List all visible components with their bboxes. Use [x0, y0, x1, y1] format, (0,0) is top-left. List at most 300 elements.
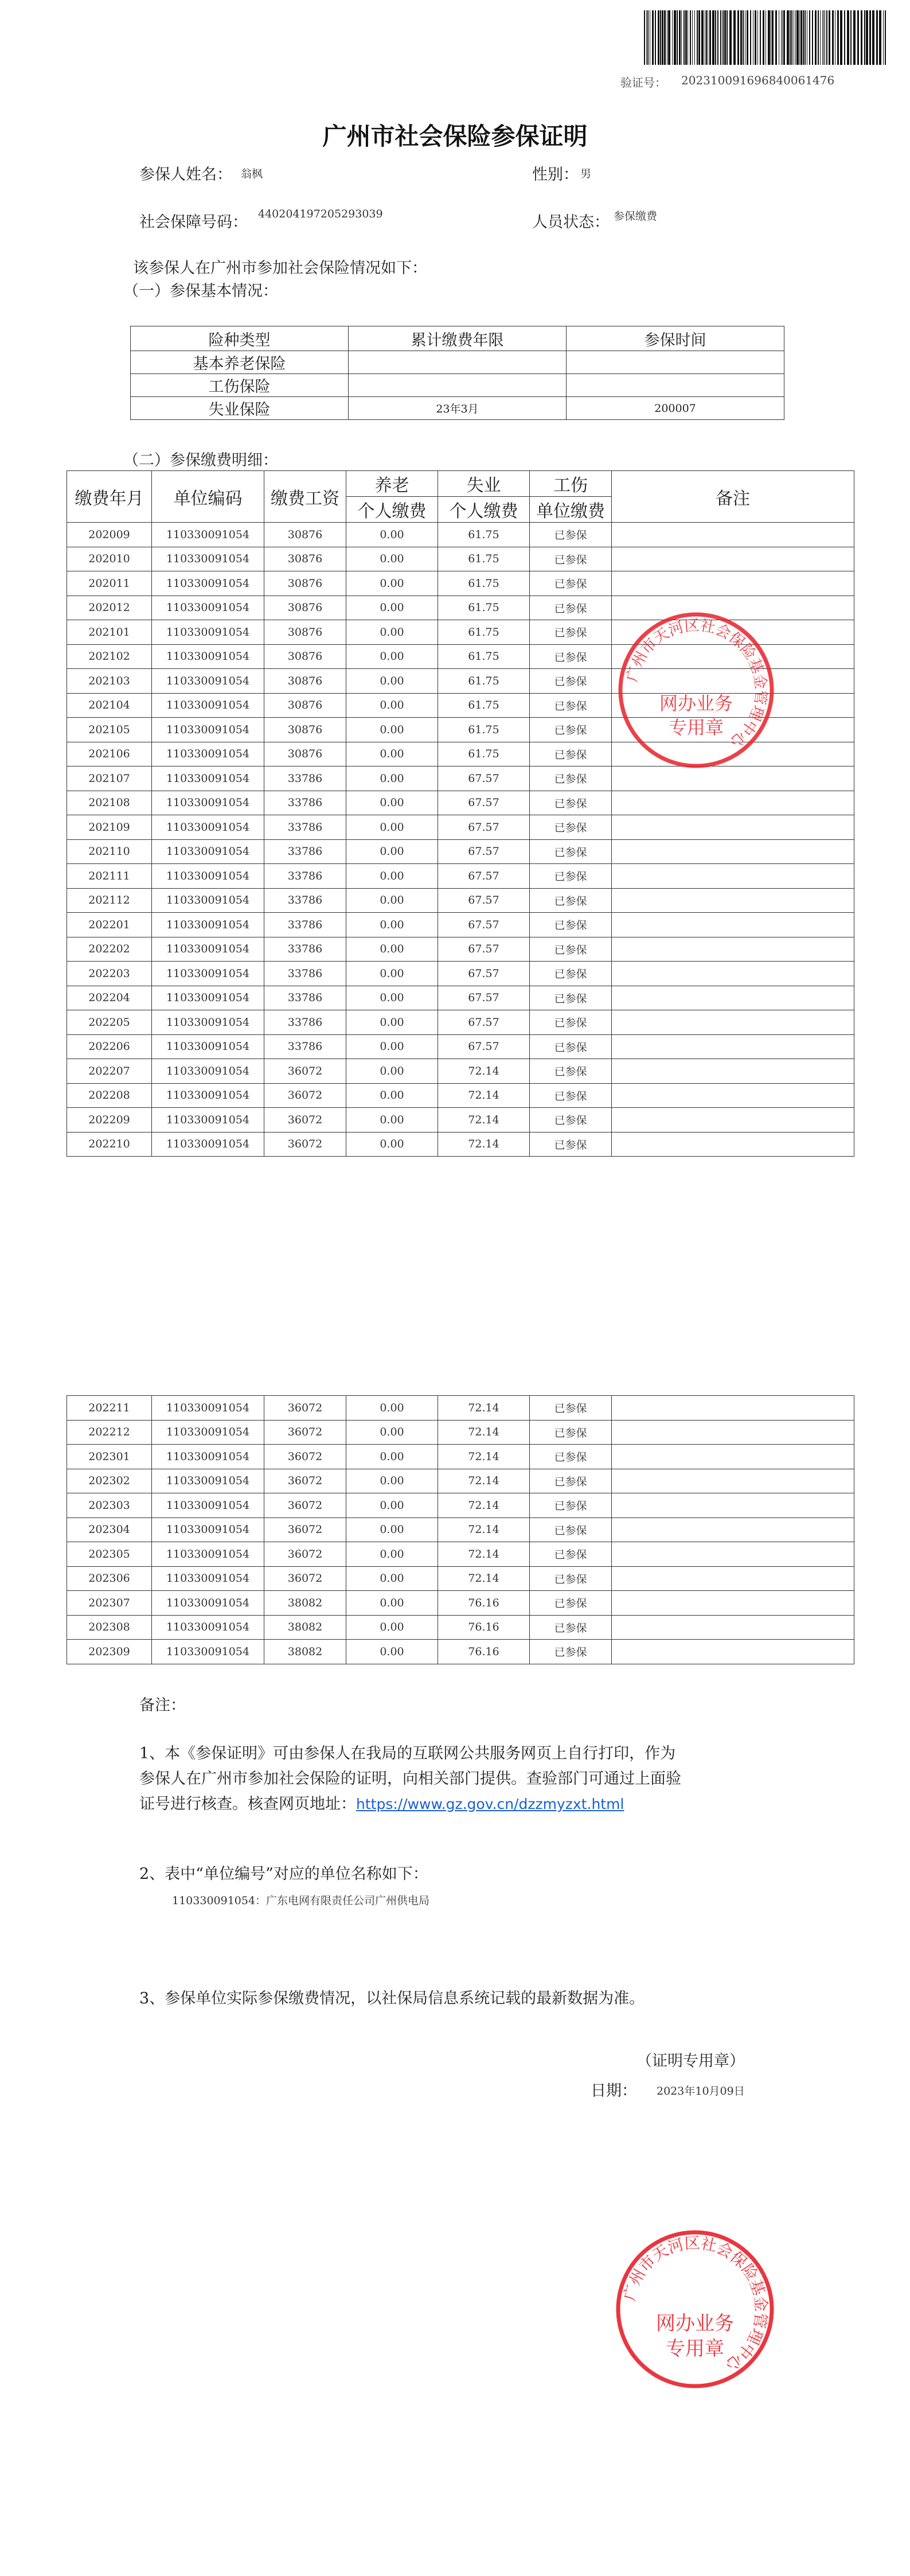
cell-wage: 30876	[264, 523, 346, 547]
note-2: 2、表中“单位编号”对应的单位名称如下：	[139, 1865, 428, 1883]
cell-pension-personal: 0.00	[346, 596, 438, 620]
cell-month: 202307	[67, 1591, 152, 1616]
cell-pension-personal: 0.00	[346, 1445, 438, 1469]
cell-unemployment-personal: 72.14	[438, 1059, 530, 1084]
cell-unit-code: 110330091054	[152, 1010, 264, 1035]
cell-month: 202106	[67, 742, 152, 766]
barcode-bar	[840, 10, 842, 65]
header-enroll-time: 参保时间	[567, 326, 784, 351]
cell-remarks	[612, 888, 854, 913]
document-title: 广州市社会保险参保证明	[322, 122, 588, 150]
header-wage: 缴费工资	[264, 471, 346, 523]
cell-pension-personal: 0.00	[346, 1640, 438, 1664]
cell-remarks	[612, 864, 854, 889]
cell-injury-unit: 已参保	[530, 571, 612, 596]
cell-unemployment-personal: 72.14	[438, 1469, 530, 1493]
cell-wage: 33786	[264, 839, 346, 864]
cell-injury-unit: 已参保	[530, 742, 612, 766]
cell-unemployment-personal: 61.75	[438, 596, 530, 620]
cell-pension-personal: 0.00	[346, 1469, 438, 1493]
barcode-bar	[847, 10, 849, 65]
cell-pension-personal: 0.00	[346, 839, 438, 864]
note-1-line-2: 参保人在广州市参加社会保险的证明，向相关部门提供。查验部门可通过上面验	[139, 1770, 681, 1788]
ssn-label: 社会保障号码：	[139, 213, 248, 231]
cell-remarks	[612, 1420, 854, 1445]
cell-unit-code: 110330091054	[152, 1132, 264, 1157]
cell-pension-personal: 0.00	[346, 791, 438, 815]
cell-pension-personal: 0.00	[346, 888, 438, 913]
cell-remarks	[612, 1083, 854, 1108]
note-1-line-3-text: 证号进行核查。核查网页地址：	[139, 1795, 356, 1813]
barcode-bar	[679, 10, 681, 65]
barcode-bar	[684, 10, 685, 65]
cell-unemployment-personal: 61.75	[438, 669, 530, 694]
name-label: 参保人姓名：	[139, 166, 232, 184]
verify-code: 20231009169684006147​6	[681, 73, 835, 87]
barcode-bar	[698, 10, 700, 65]
cell-pension-personal: 0.00	[346, 669, 438, 694]
cell-wage: 36072	[264, 1566, 346, 1591]
cell-remarks	[612, 1010, 854, 1035]
cell-unemployment-personal: 67.57	[438, 864, 530, 889]
cell-unit-code: 110330091054	[152, 1566, 264, 1591]
cell-unemployment-personal: 67.57	[438, 815, 530, 840]
seal-line-1: 网办业务	[659, 692, 733, 714]
cell-unit-code: 110330091054	[152, 523, 264, 547]
cell-unemployment-personal: 67.57	[438, 791, 530, 815]
basic-info-table	[130, 326, 784, 420]
cell-month: 202112	[67, 888, 152, 913]
cell-unit-code: 110330091054	[152, 644, 264, 669]
cell-unit-code: 110330091054	[152, 1445, 264, 1469]
section-detail-title: （二）参保缴费明细：	[123, 452, 278, 469]
cell-years	[349, 351, 567, 374]
cell-pension-personal: 0.00	[346, 1591, 438, 1616]
cell-unit-code: 110330091054	[152, 1420, 264, 1445]
cell-month: 202103	[67, 669, 152, 694]
barcode-bar	[787, 10, 789, 65]
cell-pension-personal: 0.00	[346, 1132, 438, 1157]
cell-wage: 38082	[264, 1640, 346, 1664]
barcode-bar	[791, 10, 792, 65]
cell-unit-code: 110330091054	[152, 1591, 264, 1616]
cell-month: 202009	[67, 523, 152, 547]
note-1	[139, 1741, 793, 1817]
cell-month: 202111	[67, 864, 152, 889]
barcode-bar	[803, 10, 804, 65]
cell-month: 202204	[67, 986, 152, 1010]
cell-remarks	[612, 937, 854, 962]
cell-unemployment-personal: 76.16	[438, 1615, 530, 1640]
barcode-bar	[796, 10, 799, 65]
cell-unit-code: 110330091054	[152, 547, 264, 571]
table-row	[67, 766, 854, 791]
cell-wage: 30876	[264, 644, 346, 669]
cell-unemployment-personal: 67.57	[438, 839, 530, 864]
cell-wage: 36072	[264, 1108, 346, 1133]
cell-unemployment-personal: 72.14	[438, 1542, 530, 1567]
cell-time	[567, 351, 784, 374]
cell-pension-personal: 0.00	[346, 864, 438, 889]
cell-injury-unit: 已参保	[530, 669, 612, 694]
barcode-bar	[832, 10, 834, 65]
cell-unit-code: 110330091054	[152, 888, 264, 913]
cell-injury-unit: 已参保	[530, 962, 612, 986]
cell-unemployment-personal: 67.57	[438, 1010, 530, 1035]
cell-injury-unit: 已参保	[530, 547, 612, 571]
cell-injury-unit: 已参保	[530, 1517, 612, 1542]
cell-pension-personal: 0.00	[346, 644, 438, 669]
barcode-bar	[652, 10, 654, 65]
cell-wage: 36072	[264, 1542, 346, 1567]
cell-injury-unit: 已参保	[530, 791, 612, 815]
cell-unemployment-personal: 61.75	[438, 620, 530, 645]
barcode-bar	[660, 10, 661, 65]
cell-unemployment-personal: 61.75	[438, 547, 530, 571]
barcode-bar	[850, 10, 852, 65]
seal-ring-text: 广州市天河区社会保险基金管理中心	[623, 617, 770, 751]
barcode-bar	[709, 10, 711, 65]
verify-label: 验证号：	[620, 76, 666, 90]
cell-remarks	[612, 1396, 854, 1421]
status-label: 人员状态：	[532, 213, 610, 231]
barcode-bar	[647, 10, 649, 65]
name-value: 翁枫	[241, 168, 263, 180]
barcode-bar	[658, 10, 659, 65]
cell-wage: 30876	[264, 596, 346, 620]
cell-remarks	[612, 839, 854, 864]
cell-pension-personal: 0.00	[346, 620, 438, 645]
barcode-bar	[885, 10, 886, 65]
cell-month: 202105	[67, 718, 152, 742]
header-pension: 养老	[346, 471, 438, 497]
cell-injury-unit: 已参保	[530, 1059, 612, 1084]
cell-wage: 36072	[264, 1132, 346, 1157]
cell-remarks	[612, 547, 854, 571]
barcode-bar	[722, 10, 724, 65]
cell-injury-unit: 已参保	[530, 864, 612, 889]
cell-month: 202305	[67, 1542, 152, 1567]
gender-value: 男	[580, 168, 592, 180]
cell-injury-unit: 已参保	[530, 1034, 612, 1059]
barcode-bar	[820, 10, 821, 65]
cell-month: 202203	[67, 962, 152, 986]
barcode-bar	[664, 10, 666, 65]
barcode-bar	[826, 10, 827, 65]
cell-wage: 30876	[264, 620, 346, 645]
cell-unit-code: 110330091054	[152, 913, 264, 937]
table-row	[67, 1420, 854, 1445]
cell-pension-personal: 0.00	[346, 1083, 438, 1108]
barcode-bar	[781, 10, 782, 65]
cell-pension-personal: 0.00	[346, 1566, 438, 1591]
cell-injury-unit: 已参保	[530, 1469, 612, 1493]
cell-remarks	[612, 766, 854, 791]
cell-unit-code: 110330091054	[152, 1493, 264, 1518]
cell-wage: 33786	[264, 815, 346, 840]
cell-month: 202301	[67, 1445, 152, 1469]
cell-unemployment-personal: 72.14	[438, 1083, 530, 1108]
table-row	[67, 1615, 854, 1640]
cell-wage: 30876	[264, 547, 346, 571]
table-row	[67, 986, 854, 1010]
cell-unit-code: 110330091054	[152, 1542, 264, 1567]
cell-month: 202102	[67, 644, 152, 669]
barcode-bar	[737, 10, 739, 65]
cell-month: 202012	[67, 596, 152, 620]
cell-injury-unit: 已参保	[530, 766, 612, 791]
table-row	[67, 1566, 854, 1591]
cell-injury-unit: 已参保	[530, 1445, 612, 1469]
table-row	[67, 791, 854, 815]
cell-wage: 33786	[264, 913, 346, 937]
seal-line-2: 专用章	[668, 717, 724, 738]
barcode-bar	[783, 10, 785, 65]
cell-month: 202205	[67, 1010, 152, 1035]
table-row	[131, 351, 784, 374]
cell-month: 202206	[67, 1034, 152, 1059]
note-1-line-1: 1、本《参保证明》可由参保人在我局的互联网公共服务网页上自行打印，作为	[139, 1745, 676, 1762]
intro-text: 该参保人在广州市参加社会保险情况如下：	[133, 259, 427, 277]
cell-month: 202309	[67, 1640, 152, 1664]
header-injury-unit: 单位缴费	[530, 497, 612, 523]
cell-unit-code: 110330091054	[152, 962, 264, 986]
barcode-bar	[864, 10, 865, 65]
table-row	[67, 1132, 854, 1157]
header-pension-personal: 个人缴费	[346, 497, 438, 523]
payment-detail-table	[67, 470, 854, 1157]
cell-wage: 33786	[264, 766, 346, 791]
cell-wage: 36072	[264, 1396, 346, 1421]
barcode-bar	[879, 10, 881, 65]
cell-wage: 30876	[264, 693, 346, 718]
cell-unit-code: 110330091054	[152, 791, 264, 815]
header-unemployment-personal: 个人缴费	[438, 497, 530, 523]
cell-month: 202104	[67, 693, 152, 718]
cell-injury-unit: 已参保	[530, 644, 612, 669]
barcode-bar	[685, 10, 687, 65]
barcode-bar	[815, 10, 817, 65]
cell-unit-code: 110330091054	[152, 1108, 264, 1133]
barcode-bar	[829, 10, 830, 65]
cell-unit-code: 110330091054	[152, 620, 264, 645]
cell-pension-personal: 0.00	[346, 1615, 438, 1640]
barcode-bar	[837, 10, 839, 65]
cell-unit-code: 110330091054	[152, 986, 264, 1010]
cell-unit-code: 110330091054	[152, 596, 264, 620]
barcode-bar	[768, 10, 770, 65]
barcode-bar	[655, 10, 656, 65]
barcode-bar	[747, 10, 748, 65]
barcode-bar	[750, 10, 751, 65]
table-row	[67, 1396, 854, 1421]
table-row	[67, 1640, 854, 1664]
table-row	[67, 1445, 854, 1469]
cell-wage: 30876	[264, 742, 346, 766]
barcode-bar	[799, 10, 800, 65]
cell-unemployment-personal: 72.14	[438, 1445, 530, 1469]
cell-pension-personal: 0.00	[346, 1396, 438, 1421]
barcode-bar	[727, 10, 728, 65]
table-row	[67, 913, 854, 937]
cell-pension-personal: 0.00	[346, 523, 438, 547]
cell-unemployment-personal: 72.14	[438, 1493, 530, 1518]
barcode-bar	[757, 10, 758, 65]
barcode-bar	[763, 10, 764, 65]
barcode-bar	[872, 10, 874, 65]
header-cumulative-years: 累计缴费年限	[349, 326, 567, 351]
verify-link[interactable]: https://www.gz.gov.cn/dzzmyzxt.html	[356, 1796, 624, 1812]
cell-pension-personal: 0.00	[346, 693, 438, 718]
table-row	[67, 1034, 854, 1059]
cell-month: 202107	[67, 766, 152, 791]
cell-wage: 36072	[264, 1083, 346, 1108]
barcode-bar	[883, 10, 884, 65]
cell-unit-code: 110330091054	[152, 839, 264, 864]
cell-unemployment-personal: 61.75	[438, 693, 530, 718]
barcode-bar	[812, 10, 813, 65]
table-row	[67, 1083, 854, 1108]
barcode-bar	[822, 10, 823, 65]
cell-remarks	[612, 1517, 854, 1542]
barcode-bar	[869, 10, 871, 65]
table-row	[67, 1059, 854, 1084]
cell-pension-personal: 0.00	[346, 1493, 438, 1518]
table-row	[67, 864, 854, 889]
cell-remarks	[612, 1469, 854, 1493]
cell-pension-personal: 0.00	[346, 913, 438, 937]
cell-injury-unit: 已参保	[530, 986, 612, 1010]
gender-label: 性别：	[532, 166, 579, 184]
cell-wage: 36072	[264, 1517, 346, 1542]
cell-unemployment-personal: 67.57	[438, 766, 530, 791]
cell-month: 202202	[67, 937, 152, 962]
table-row	[67, 888, 854, 913]
cell-month: 202101	[67, 620, 152, 645]
header-injury: 工伤	[530, 471, 612, 497]
cell-unemployment-personal: 67.57	[438, 937, 530, 962]
cell-unemployment-personal: 67.57	[438, 986, 530, 1010]
cell-injury-unit: 已参保	[530, 693, 612, 718]
barcode-bar	[790, 10, 791, 65]
cell-remarks	[612, 1132, 854, 1157]
cell-unemployment-personal: 67.57	[438, 913, 530, 937]
barcode-bar	[706, 10, 707, 65]
cell-injury-unit: 已参保	[530, 913, 612, 937]
cell-pension-personal: 0.00	[346, 547, 438, 571]
cell-remarks	[612, 1615, 854, 1640]
cell-wage: 33786	[264, 937, 346, 962]
barcode-bar	[729, 10, 732, 65]
cell-remarks	[612, 1640, 854, 1664]
status-value: 参保缴费	[614, 210, 658, 223]
cell-unemployment-personal: 61.75	[438, 644, 530, 669]
cell-pension-personal: 0.00	[346, 1108, 438, 1133]
barcode-bar	[876, 10, 878, 65]
cell-injury-unit: 已参保	[530, 523, 612, 547]
cell-injury-unit: 已参保	[530, 815, 612, 840]
barcode-bar	[692, 10, 693, 65]
table-row	[67, 1517, 854, 1542]
cell-remarks	[612, 571, 854, 596]
note-3: 3、参保单位实际参保缴费情况，以社保局信息系统记载的最新数据为准。	[139, 1990, 645, 2007]
seal-line-2: 专用章	[666, 2337, 724, 2360]
cell-unemployment-personal: 72.14	[438, 1132, 530, 1157]
cell-unit-code: 110330091054	[152, 571, 264, 596]
cell-remarks	[612, 1034, 854, 1059]
header-unemployment: 失业	[438, 471, 530, 497]
cell-injury-unit: 已参保	[530, 1640, 612, 1664]
cell-injury-unit: 已参保	[530, 1542, 612, 1567]
cell-remarks	[612, 913, 854, 937]
cell-injury-unit: 已参保	[530, 937, 612, 962]
cell-time	[567, 374, 784, 397]
cell-remarks	[612, 1542, 854, 1567]
barcode-bar	[818, 10, 819, 65]
table-row	[67, 523, 854, 547]
cell-remarks	[612, 986, 854, 1010]
cell-remarks	[612, 1591, 854, 1616]
cell-pension-personal: 0.00	[346, 1517, 438, 1542]
cell-wage: 36072	[264, 1059, 346, 1084]
cell-unit-code: 110330091054	[152, 1396, 264, 1421]
barcode-bar	[800, 10, 802, 65]
cell-month: 202303	[67, 1493, 152, 1518]
cell-wage: 33786	[264, 1034, 346, 1059]
cell-remarks	[612, 1108, 854, 1133]
cell-injury-unit: 已参保	[530, 1566, 612, 1591]
barcode-bar	[715, 10, 716, 65]
cell-injury-unit: 已参保	[530, 718, 612, 742]
payment-detail-table-continued	[67, 1395, 854, 1664]
table-row	[67, 815, 854, 840]
cell-injury-unit: 已参保	[530, 888, 612, 913]
notes-title: 备注：	[139, 1696, 186, 1714]
cell-pension-personal: 0.00	[346, 1034, 438, 1059]
cell-wage: 30876	[264, 718, 346, 742]
barcode-bar	[662, 10, 663, 65]
barcode-bar	[644, 10, 645, 65]
cell-remarks	[612, 1059, 854, 1084]
cell-remarks	[612, 1493, 854, 1518]
cell-wage: 33786	[264, 864, 346, 889]
cell-time: 200007	[567, 397, 784, 420]
cell-month: 202211	[67, 1396, 152, 1421]
cell-injury-unit: 已参保	[530, 1615, 612, 1640]
header-month: 缴费年月	[67, 471, 152, 523]
ssn-value: 440204197205293039	[258, 208, 383, 220]
cell-insurance-type: 失业保险	[131, 397, 349, 420]
barcode-bar	[755, 10, 756, 65]
official-seal-stamp	[617, 611, 775, 769]
cell-unemployment-personal: 76.16	[438, 1640, 530, 1664]
barcode-bar	[844, 10, 845, 65]
cell-years	[349, 374, 567, 397]
cell-pension-personal: 0.00	[346, 815, 438, 840]
cell-unit-code: 110330091054	[152, 742, 264, 766]
date-label: 日期：	[591, 2082, 637, 2100]
barcode-bar	[697, 10, 698, 65]
cell-unemployment-personal: 72.14	[438, 1517, 530, 1542]
cell-wage: 36072	[264, 1469, 346, 1493]
cell-unit-code: 110330091054	[152, 766, 264, 791]
cell-remarks	[612, 1566, 854, 1591]
barcode-bar	[743, 10, 744, 65]
barcode-bar	[717, 10, 718, 65]
cell-unemployment-personal: 72.14	[438, 1108, 530, 1133]
cell-wage: 38082	[264, 1591, 346, 1616]
cell-month: 202210	[67, 1132, 152, 1157]
